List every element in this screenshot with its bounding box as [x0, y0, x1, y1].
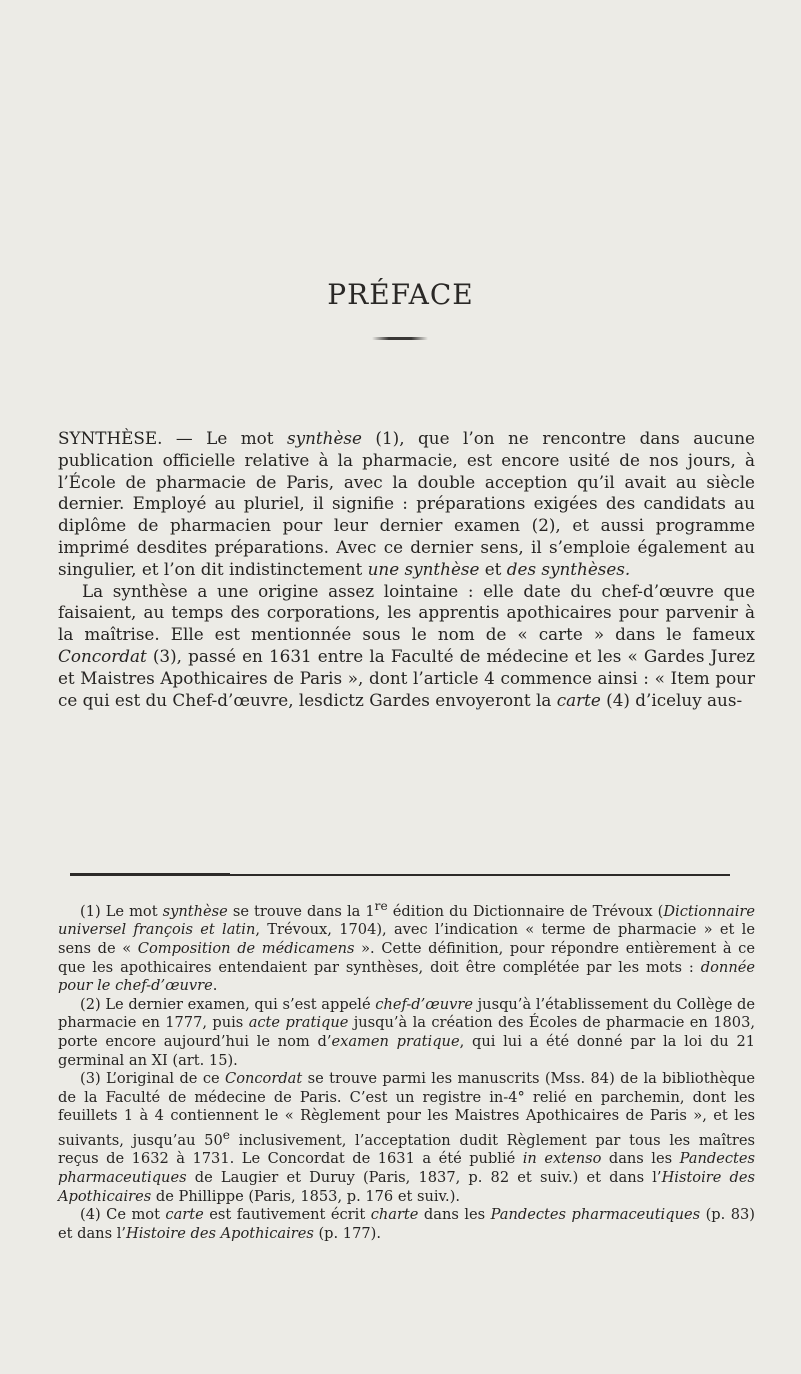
- paragraph-1: [58, 428, 755, 581]
- paragraph-lead: SYNTHÈSE.: [58, 428, 163, 448]
- superscript: e: [222, 1127, 230, 1142]
- text-run: ». Cette définition, pour répondre entièrement à ce que les apothicaires entendaient par synthèses, doit être complétée par les mots :: [58, 940, 755, 976]
- italic-run: chef-d’œuvre: [375, 995, 473, 1013]
- text-run: jusqu’à l’établissement du Collège de pharmacie en 1777, puis: [58, 995, 755, 1032]
- italic-run: des synthèses.: [506, 558, 631, 579]
- italic-run: Histoire des Apothicaires: [58, 1169, 756, 1205]
- footnotes: [58, 897, 755, 1243]
- text-run: — Le mot: [162, 428, 287, 448]
- italic-run: Histoire des Apothicaires: [126, 1224, 314, 1242]
- text-run: , qui lui a été donné par la loi du 21 germinal an XI (art. 15).: [58, 1033, 756, 1069]
- italic-run: in extenso: [522, 1150, 602, 1168]
- italic-run: synthèse: [287, 428, 362, 448]
- page-title: PRÉFACE: [327, 278, 474, 311]
- text-run: (1) Le mot: [80, 902, 163, 920]
- superscript: re: [374, 899, 388, 913]
- text-run: (p. 177).: [313, 1224, 381, 1242]
- text-run: (4) Ce mot: [80, 1206, 166, 1224]
- text-run: dans les: [601, 1150, 680, 1168]
- italic-run: Concordat: [225, 1070, 303, 1088]
- italic-run: Dictionnaire universel françois et latin: [58, 902, 755, 939]
- text-run: , Trévoux, 1704), avec l’indication « terme de pharmacie » et le sens de «: [58, 921, 755, 958]
- italic-run: Composition de médicamens: [137, 940, 355, 958]
- italic-run: carte: [165, 1206, 204, 1224]
- text-run: (p. 83) et dans l’: [58, 1206, 755, 1242]
- text-run: de Laugier et Duruy (Paris, 1837, p. 82 et suiv.) et dans l’: [186, 1169, 662, 1187]
- text-run: se trouve parmi les manuscrits (Mss. 84) de la bibliothèque de la Faculté de médecine de Paris. C’est un registre in-4° relié en parchemin, dont les feuillets 1 à 4 contiennent le « Règlement pour les Maistres Apothicaires de Paris », et les suivants, jusqu’au 50: [58, 1070, 755, 1149]
- italic-run: charte: [370, 1206, 419, 1224]
- main-text: [58, 428, 755, 711]
- italic-run: Pandectes pharmaceutiques: [490, 1206, 701, 1224]
- text-run: inclusivement, l’acceptation dudit Règlement par tous les maîtres reçus de 1632 à 1731. Le Concordat de 1631 a été publié: [58, 1131, 755, 1168]
- title-ornament: [372, 337, 428, 340]
- text-run: de Phillippe (Paris, 1853, p. 176 et suiv.).: [151, 1187, 461, 1205]
- text-run: (2) Le dernier examen, qui s’est appelé: [80, 995, 376, 1013]
- text-run: est fautivement écrit: [203, 1206, 371, 1224]
- text-run: édition du Dictionnaire de Trévoux (: [387, 902, 664, 920]
- footnote-3: [58, 1070, 755, 1206]
- italic-run: Concordat: [58, 645, 147, 666]
- italic-run: une synthèse: [367, 558, 480, 579]
- italic-run: carte: [556, 689, 601, 710]
- text-run: (1), que l’on ne rencontre dans aucune publication officielle relative à la pharmacie, est encore usité de nos jours, à l’École de pharmacie de Paris, avec la double acception qu’il avait au siècle dernier. Employé au pluriel, il signifie : préparations exigées des candidats au diplôme de pharmacien pour leur dernier examen (2), et aussi programme imprimé desdites préparations. Avec ce dernier sens, il s’emploie également au singulier, et l’on dit indistinctement: [58, 428, 755, 579]
- footnote-1: [58, 897, 755, 996]
- footnote-4: [58, 1206, 755, 1243]
- text-run: se trouve dans la 1: [227, 902, 375, 920]
- italic-run: acte pratique: [248, 1014, 349, 1032]
- italic-run: examen pratique: [331, 1033, 460, 1051]
- paragraph-2: [58, 581, 755, 712]
- text-run: (3) L’original de ce: [80, 1070, 226, 1088]
- text-run: jusqu’à la création des Écoles de pharmacie en 1803, porte encore aujourd’hui le nom d’: [58, 1014, 755, 1051]
- italic-run: Pandectes pharmaceutiques: [58, 1150, 755, 1187]
- text-run: .: [212, 977, 218, 995]
- italic-run: synthèse: [162, 902, 228, 920]
- footnote-separator: [70, 874, 730, 876]
- text-run: et: [479, 558, 507, 579]
- text-run: La synthèse a une origine assez lointaine : elle date du chef-d’œuvre que faisaient, au temps des corporations, les apprentis apothicaires pour parvenir à la maîtrise. Elle est mentionnée sous le nom de « carte » dans le fameux: [58, 580, 755, 645]
- italic-run: donnée pour le chef-d’œuvre: [58, 958, 755, 995]
- text-run: dans les: [418, 1206, 491, 1224]
- text-run: (4) d’iceluy aus-: [600, 689, 743, 710]
- text-run: (3), passé en 1631 entre la Faculté de médecine et les « Gardes Jurez et Maistres Apothicaires de Paris », dont l’article 4 commence ainsi : « Item pour ce qui est du Chef-d’œuvre, lesdictz Gardes envoyeront la: [58, 645, 755, 710]
- footnote-2: [58, 996, 755, 1070]
